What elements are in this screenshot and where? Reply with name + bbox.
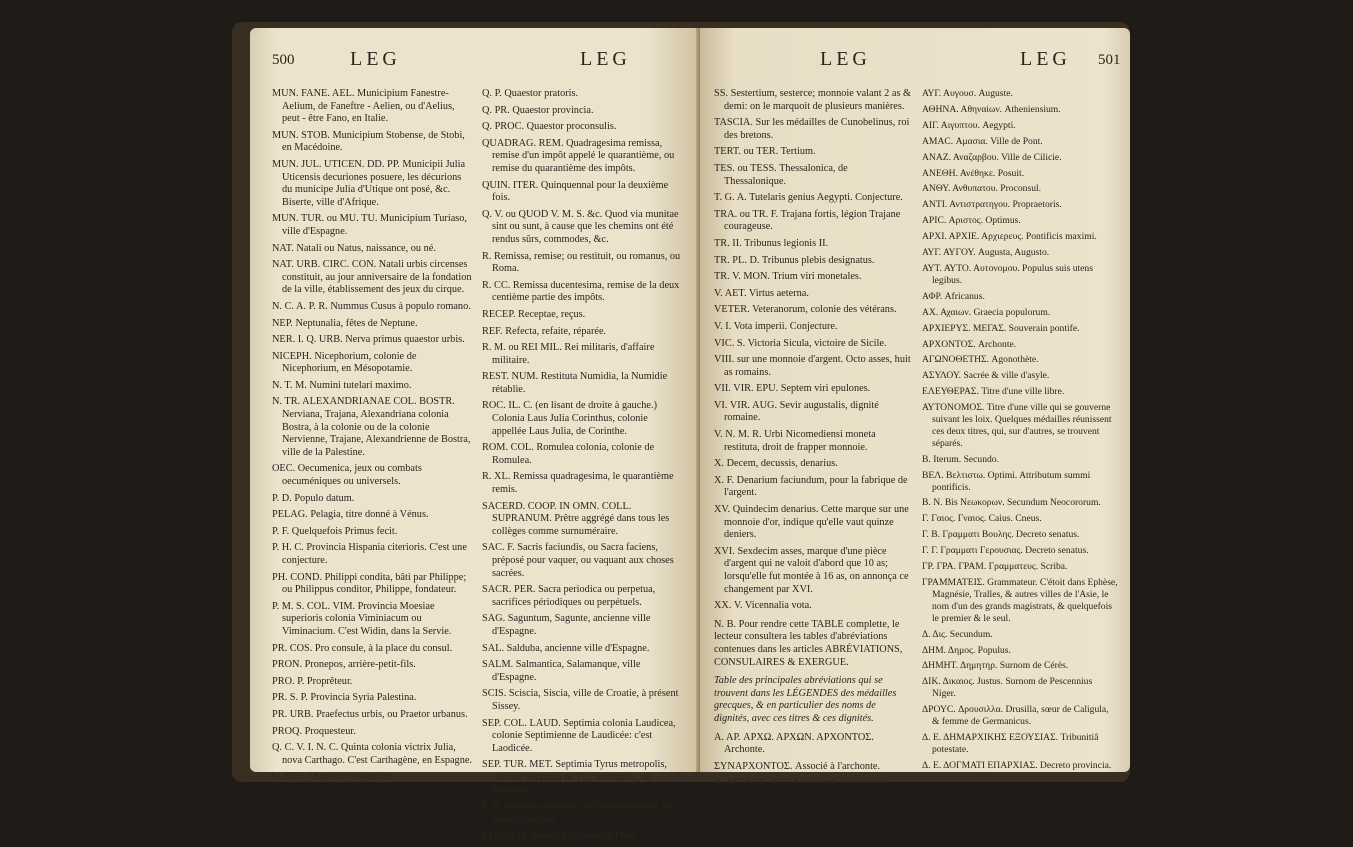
dictionary-entry: NEP. Neptunalia, fêtes de Neptune. [272, 317, 418, 329]
dictionary-entry: ΑΥΓ. ΑΥΓΟΥ. Augusta, Augusto. [922, 247, 1050, 259]
dictionary-entry: P. M. S. COL. VIM. Provincia Moesiae superioris colonia Viminiacum ou Viminacium. C'est Widin, dans la Servie. [272, 600, 452, 637]
nota-bene: N. B. Pour rendre cette TABLE complette, le lecteur consultera les tables d'abréviations contenues dans les articles ABRÉVIATIONS, CONSULAIRES & EXERGUE. [714, 618, 903, 668]
dictionary-entry: MUN. FANE. AEL. Municipium Fanestre-Aelium, de Faneftre - Aelien, ou d'Aelius, peut - être Fano, en Italie. [272, 88, 455, 125]
dictionary-entry: ROC. IL. C. (en lisant de droite à gauche.) Colonia Laus Julia Corinthus, colonie appellée Laus Julia, de Corinthe. [482, 400, 657, 437]
dictionary-entry: MUN. STOB. Municipium Stobense, de Stobi, en Macédoine. [272, 129, 465, 154]
column-left-a [272, 88, 472, 788]
dictionary-entry: P. F. Quelquefois Primus fecit. [272, 525, 398, 537]
column-left-b [482, 88, 682, 847]
page-number-right: 501 [1098, 52, 1121, 68]
right-page [700, 28, 1130, 789]
dictionary-entry: ΔΡΟΥC. Δρουσιλλα. Drusilla, sœur de Caligula, & femme de Germanicus. [922, 704, 1109, 728]
dictionary-entry: RECEP. Receptae, reçus. [482, 308, 586, 320]
dictionary-entry: PR. COS. Pro consule, à la place du consul. [272, 642, 453, 654]
dictionary-entry: SALM. Salmantica, Salamanque, ville d'Espagne. [482, 659, 641, 683]
dictionary-entry: ΑΝΤΙ. Αντιστρατηγου. Propraetoris. [922, 199, 1062, 211]
dictionary-entry: TASCIA. Sur les médailles de Cunobelinus, roi des bretons. [714, 117, 910, 141]
dictionary-entry: ΑΙΓ. Αιγυπτου. Aegypti. [922, 119, 1016, 131]
dictionary-entry: STABILIT. Stabilita, la terre ou l'état. [482, 830, 638, 842]
dictionary-entry: ROM. COL. Romulea colonia, colonie de Romulea. [482, 442, 655, 466]
dictionary-entry: NER. I. Q. URB. Nerva primus quaestor urbis. [272, 334, 465, 346]
dictionary-entry: PH. COND. Philippi condita, bâti par Philippe; ou Philippus conditor, Philippe, fondateur. [272, 571, 467, 596]
dictionary-entry: ΑΝΑΖ. Αναζαρβου. Ville de Cilicie. [922, 151, 1062, 163]
dictionary-entry: ΑΜΑC. Αμασια. Ville de Pont. [922, 135, 1043, 147]
dictionary-entry: QUADRAG. REM. Quadragesima remissa, remise d'un impôt appelé le quarantième, ou remise du quarantième des impôts. [482, 137, 675, 174]
dictionary-entry: ΑΘΗΝΑ. Αθηναίων. Atheniensium. [922, 103, 1061, 115]
dictionary-entry: Γ. B. Γραμματι Βουλης. Decreto senatus. [922, 529, 1080, 541]
dictionary-entry: R. Remissa, remise; ou restituit, ou romanus, ou Roma. [482, 250, 681, 275]
dictionary-entry: TR. V. MON. Trium viri monetales. [714, 271, 862, 283]
dictionary-entry: R. XL. Remissa quadragesima, le quarantième remis. [482, 471, 674, 496]
dictionary-entry: Q. DES. Quaestor designatus. [272, 771, 395, 783]
dictionary-entry: NICEPH. Nicephorium, colonie de Nicephorium, en Mésopotamie. [272, 350, 417, 375]
column-right-b [922, 88, 1118, 776]
dictionary-entry: X. Decem, decussis, denarius. [714, 458, 838, 470]
dictionary-entry: Q. PROC. Quaestor proconsulis. [482, 121, 617, 133]
dictionary-entry: ΑΥΤΟΝΟΜΟΣ. Titre d'une ville qui se gouverne suivant les loix. Quelques médailles réunissent ces deux titres, qui, sur d'autres, se trouvent séparés. [922, 402, 1112, 449]
dictionary-entry: V. I. Vota imperii. Conjecture. [714, 320, 838, 332]
dictionary-entry: ΑΡΧΙΕΡΥΣ. ΜΕΓΑΣ. Souverain pontife. [922, 322, 1080, 334]
dictionary-entry: NAT. URB. CIRC. CON. Natali urbis circenses constituit, au jour anniversaire de la fondation de la ville, établissement des jeux du cirque. [272, 259, 472, 296]
dictionary-entry: REST. NUM. Restituta Numidia, la Numidie rétablie. [482, 371, 668, 395]
dictionary-entry: A. AP. ΑΡΧΩ. ΑΡΧΩΝ. ΑΡΧΟΝΤΟΣ. Archonte. [714, 731, 874, 756]
dictionary-entry: N. TR. ALEXANDRIANAE COL. BOSTR. Nerviana, Trajana, Alexandriana colonia Bostra, à la colonie ou de la colonie Nervienne, Trajane, Alexandrienne de Bostra, ville de la Palestine. [272, 396, 471, 458]
headword: LEG [1020, 48, 1071, 70]
running-head-right [700, 48, 1130, 72]
dictionary-entry: SAL. Salduba, ancienne ville d'Espagne. [482, 642, 650, 654]
dictionary-entry: ΑΥΓ. Αυγουσ. Auguste. [922, 88, 1013, 99]
dictionary-entry: VI. VIR. AUG. Sevir augustalis, dignité romaine. [714, 399, 879, 424]
dictionary-entry: X. F. Denarium faciundum, pour la fabrique de l'argent. [714, 474, 908, 499]
dictionary-entry: PR. URB. Praefectus urbis, ou Praetor urbanus. [272, 708, 468, 720]
dictionary-entry: N. C. A. P. R. Nummus Cusus à populo romano. [272, 300, 471, 312]
dictionary-entry: SS. Sestertium, sesterce; monnoie valant 2 as & demi: on le marquoit de plusieurs manières. [714, 88, 912, 112]
dictionary-entry: TR. II. Tribunus legionis II. [714, 237, 829, 249]
dictionary-entry: VIC. S. Victoria Sicula, victoire de Sicile. [714, 337, 887, 349]
dictionary-entry: TERT. ou TER. Tertium. [714, 146, 816, 158]
running-head-left [250, 48, 700, 72]
dictionary-entry: Δ. Ε. ΔΟΓΜΑΤΙ ΕΠΑΡΧΙΑΣ. Decreto provincia. [922, 759, 1112, 771]
dictionary-entry: B. Iterum. Secundo. [922, 453, 1000, 465]
dictionary-entry: PROQ. Proquesteur. [272, 725, 356, 737]
dictionary-entry: XVI. Sexdecim asses, marque d'une pièce d'argent qui ne valoit d'abord que 10 as; lorsqu'elle fut montée à 16 as, on annonça ce changement par XVI. [714, 545, 909, 595]
dictionary-entry: REF. Refecta, refaite, réparée. [482, 325, 607, 337]
dictionary-entry: QUIN. ITER. Quinquennal pour la deuxième fois. [482, 179, 669, 204]
left-page [250, 28, 700, 842]
dictionary-entry: ΑΝΘΥ. Ανθυπατου. Proconsul. [922, 183, 1042, 195]
dictionary-entry: P. D. Populo datum. [272, 492, 355, 504]
dictionary-entry: B. N. Bis Νεωκορων. Secundum Neocororum. [922, 497, 1101, 509]
dictionary-entry: ΑΝΕΘΗ. Ανέθηκε. Posuit. [922, 167, 1025, 179]
dictionary-entry: SAC. F. Sacris faciundis, ou Sacra faciens, préposé pour vaquer, ou vaquant aux choses sacrées. [482, 542, 674, 579]
dictionary-entry: ΣΥΝΑΡΧΟΝΤΟΣ. Associé à l'archonte. [714, 760, 881, 772]
dictionary-entry: ΑΡΙC. Αριστος. Optimus. [922, 215, 1021, 227]
dictionary-entry: Q. V. ou QUOD V. M. S. &c. Quod via munitae sint ou sunt, à cause que les chemins ont été rendus sûrs, commodes, &c. [482, 208, 679, 245]
dictionary-entry: ΑΥΤ. ΑΥΤΟ. Αυτονομου. Populus suis utens legibus. [922, 262, 1093, 286]
dictionary-entry: TRA. ou TR. F. Trajana fortis, légion Trajane courageuse. [714, 208, 901, 233]
dictionary-entry: A. AC. ACY. ACYΛ. Asylum, asili, asyle. [714, 777, 889, 789]
dictionary-entry: ΔΗΜ. Δημος. Populus. [922, 644, 1011, 656]
dictionary-entry: VETER. Veteranorum, colonie des vétérans. [714, 304, 897, 316]
dictionary-entry: Q. C. V. I. N. C. Quinta colonia victrix Julia, nova Carthago. C'est Carthagène, en Espagne. [272, 742, 472, 766]
dictionary-entry: VII. VIR. EPU. Septem viri epulones. [714, 383, 871, 395]
dictionary-entry: ΑΦΡ. Africanus. [922, 290, 985, 302]
dictionary-entry: PELAG. Pelagia, titre donné à Vénus. [272, 509, 429, 521]
dictionary-entry: XX. V. Vicennalia vota. [714, 600, 812, 612]
dictionary-entry: S. R. Senatus romanus, ou Salus romanum, ou Spes reipublica. [482, 801, 673, 825]
dictionary-entry: Q. PR. Quaestor provincia. [482, 104, 594, 116]
dictionary-entry: SEP. TUR. MET. Septimia Tyrus metropolis, colonie Septimia de Tyr, métropole, en Phénicie. [482, 759, 667, 796]
dictionary-entry: V. AET. Virtus aeterna. [714, 287, 809, 299]
headword: LEG [350, 48, 401, 70]
headword: LEG [820, 48, 871, 70]
dictionary-entry: ΑΡΧΟΝΤΟΣ. Archonte. [922, 338, 1017, 350]
dictionary-entry: ΓΡΑΜΜΑΤΕΙΣ. Grammateur. C'étoit dans Ephèse, Magnésie, Tralles, & autres villes de l'Asie, le nom d'un des grands magistrats, & quelquefois le premier & le seul. [922, 577, 1118, 624]
page-number-left: 500 [272, 52, 295, 68]
dictionary-entry: ΑΡΧΙ. ΑΡΧΙΕ. Αρχιερευς. Pontificis maximi. [922, 231, 1097, 243]
dictionary-entry: OEC. Oecumenica, jeux ou combats oecuméniques ou universels. [272, 463, 422, 488]
dictionary-entry: ΑΧ. Αχαιων. Graecia populorum. [922, 306, 1051, 318]
greek-table-heading: Table des principales abréviations qui se trouvent dans les LÉGENDES des médailles grecques, & en particulier des noms de dignités, avec ces titres & ces dignités. [714, 675, 897, 724]
dictionary-entry: ΔΗΜΗΤ. Δημητηρ. Surnom de Cérès. [922, 660, 1069, 672]
dictionary-entry: SAG. Saguntum, Sagunte, ancienne ville d'Espagne. [482, 613, 651, 637]
dictionary-entry: PRON. Pronepos, arrière-petit-fils. [272, 659, 416, 671]
dictionary-entry: TES. ou TESS. Thessalonica, de Thessalonique. [714, 162, 848, 187]
dictionary-entry: MUN. TUR. ou MU. TU. Municipium Turiaso, ville d'Espagne. [272, 213, 467, 237]
dictionary-entry: R. CC. Remissa ducentesima, remise de la deux centième partie des impôts. [482, 279, 680, 304]
dictionary-entry: ΓΡ. ΓΡΑ. ΓΡΑΜ. Γραμματευς. Scriba. [922, 561, 1068, 573]
dictionary-entry: V. N. M. R. Urbi Nicomediensi moneta restituta, droit de frapper monnoie. [714, 429, 876, 453]
dictionary-entry: NAT. Natali ou Natus, naissance, ou né. [272, 242, 436, 254]
dictionary-entry: Δ. Δις. Secundum. [922, 628, 993, 640]
dictionary-entry: PR. S. P. Provincia Syria Palestina. [272, 692, 417, 704]
dictionary-entry: SCIS. Sciscia, Siscia, ville de Croatie, à présent Sissey. [482, 688, 679, 712]
dictionary-entry: SACERD. COOP. IN OMN. COLL. SUPRANUM. Prêtre aggrégé dans tous les collèges comme surnuméraire. [482, 500, 670, 537]
dictionary-entry: ΔΙΚ. Δικαιος. Justus. Surnom de Pescennius Niger. [922, 676, 1093, 700]
dictionary-entry: ΒΕΛ. Βελτιστω. Optimi. Attributum summi pontificis. [922, 469, 1091, 493]
dictionary-entry: MUN. JUL. UTICEN. DD. PP. Municipii Julia Uticensis decuriones posuere, les décurions du municipe Julia d'Utique ont posé, &c. Biserte, ville d'Afrique. [272, 158, 466, 208]
dictionary-entry: ΕΛΕΥΘΕΡΑΣ. Titre d'une ville libre. [922, 386, 1065, 398]
dictionary-entry: ΑΓΩΝΟΘΕΤΗΣ. Agonothète. [922, 354, 1039, 366]
dictionary-entry: Q. P. Quaestor pratoris. [482, 88, 579, 99]
dictionary-entry: SEP. COL. LAUD. Septimia colonia Laudicea, colonie Septimienne de Laudicée: c'est Laodicée. [482, 717, 676, 754]
dictionary-entry: PRO. P. Proprêteur. [272, 675, 353, 687]
dictionary-entry: TR. PL. D. Tribunus plebis designatus. [714, 254, 875, 266]
headword: LEG [580, 48, 631, 70]
dictionary-entry: R. M. ou REI MIL. Rei militaris, d'affaire militaire. [482, 342, 655, 366]
dictionary-entry: Δ. Ε. ΔΗΜΑΡΧΙΚΗΣ ΕΞΟΥΣΙΑΣ. Tribunitiâ potestate. [922, 731, 1099, 755]
dictionary-entry: XV. Quindecim denarius. Cette marque sur une monnoie d'or, indique qu'elle vaut quinze deniers. [714, 504, 909, 541]
dictionary-entry: ΑΣΥΛΟΥ. Sacrée & ville d'asyle. [922, 370, 1050, 382]
dictionary-entry: P. H. C. Provincia Hispania citerioris. C'est une conjecture. [272, 542, 467, 566]
dictionary-entry: VIII. sur une monnoie d'argent. Octo asses, huit as romains. [714, 354, 911, 378]
dictionary-entry: SACR. PER. Sacra periodica ou perpetua, sacrifices périodiques ou perpétuels. [482, 584, 656, 608]
dictionary-entry: Γ. Γαιος. Γναιος. Caius. Cneus. [922, 513, 1042, 525]
dictionary-entry: Γ. Γ. Γραμματι Γερουσιας. Decreto senatus. [922, 545, 1089, 557]
dictionary-entry: N. T. M. Numini tutelari maximo. [272, 379, 412, 391]
column-right-a [714, 88, 912, 794]
dictionary-entry: T. G. A. Tutelaris genius Aegypti. Conjecture. [714, 192, 903, 204]
